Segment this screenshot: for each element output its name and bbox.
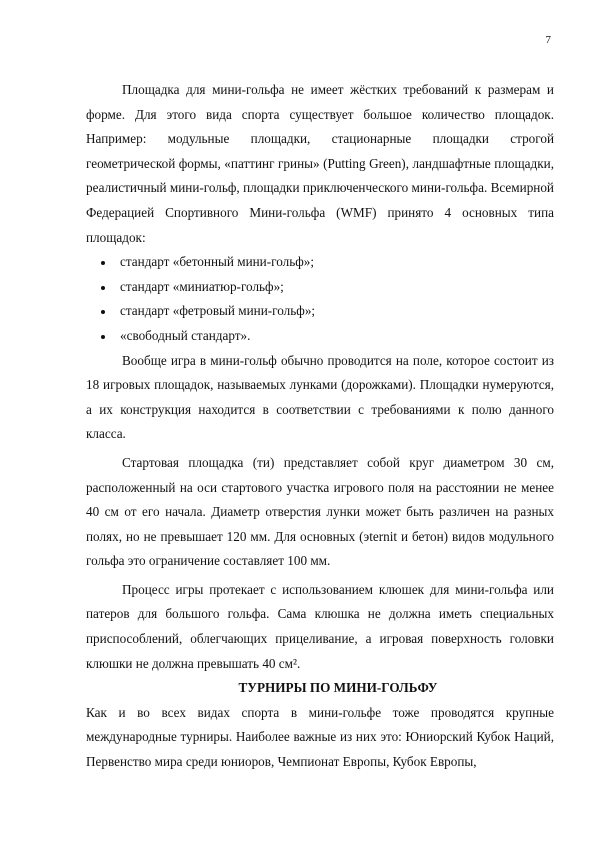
list-item [86,324,554,349]
bullet-icon [101,335,105,339]
paragraph-playing-area: Площадка для мини-гольфа не имеет жёстких требований к размерам и форме. Для этого вида спорта существует большое количество площадок. Например: модульные площадки, стационарные площадки строгой геометрической формы, «паттинг грины» (Putting Green), ландшафтные площадки, реалистичный мини-гольф, площадки приключенческого мини-гольфа. Всемирной Федерацией Спортивного Мини-гольфа (WMF) принято 4 основных типа площадок: [86,82,554,245]
paragraph-clubs: Процесс игры протекает с использованием клюшек для мини-гольфа или патеров для большого гольфа. Сама клюшка не должна иметь специальных приспособлений, облегчающих прицеливание, а игровая поверхность головки клюшки не должна превышать 40 см². [86,581,554,671]
list-item-text: стандарт «фетровый мини-гольф»; [120,303,316,319]
list-item-text: стандарт «миниатюр-гольф»; [120,278,284,294]
page-body [86,78,554,775]
paragraph-tournaments: Как и во всех видах спорта в мини-гольфе тоже проводятся крупные международные турниры. Наиболее важные из них это: Юниорский Кубок Наций, Первенство мира среди юниоров, Чемпионат Европы, Кубок Европы, [86,704,554,770]
paragraph-field-structure: Вообще игра в мини-гольф обычно проводится на поле, которое состоит из 18 игровых площадок, называемых лунками (дорожками). Площадки нумеруются, а их конструкция находится в соответствии с требованиями к полю данного класса. [86,352,554,442]
section-heading-tournaments: ТУРНИРЫ ПО МИНИ-ГОЛЬФУ [238,680,438,696]
list-item [86,275,554,300]
bullet-icon [101,310,105,314]
bullet-icon [101,261,105,265]
list-item-text: «свободный стандарт». [120,327,251,343]
area-types-list [86,250,554,348]
paragraph-tee-area: Стартовая площадка (ти) представляет собой круг диаметром 30 см, расположенный на оси стартового участка игрового поля на расстоянии не менее 40 см от его начала. Диаметр отверстия лунки может быть различен на разных полях, но не превышает 120 мм. Для основных (эternit и бетон) видов модульного гольфа это ограничение составляет 100 мм. [86,454,554,569]
page-number: 7 [545,34,551,46]
list-item-text: стандарт «бетонный мини-гольф»; [120,254,315,270]
list-item [86,299,554,324]
bullet-icon [101,286,105,290]
list-item [86,250,554,275]
